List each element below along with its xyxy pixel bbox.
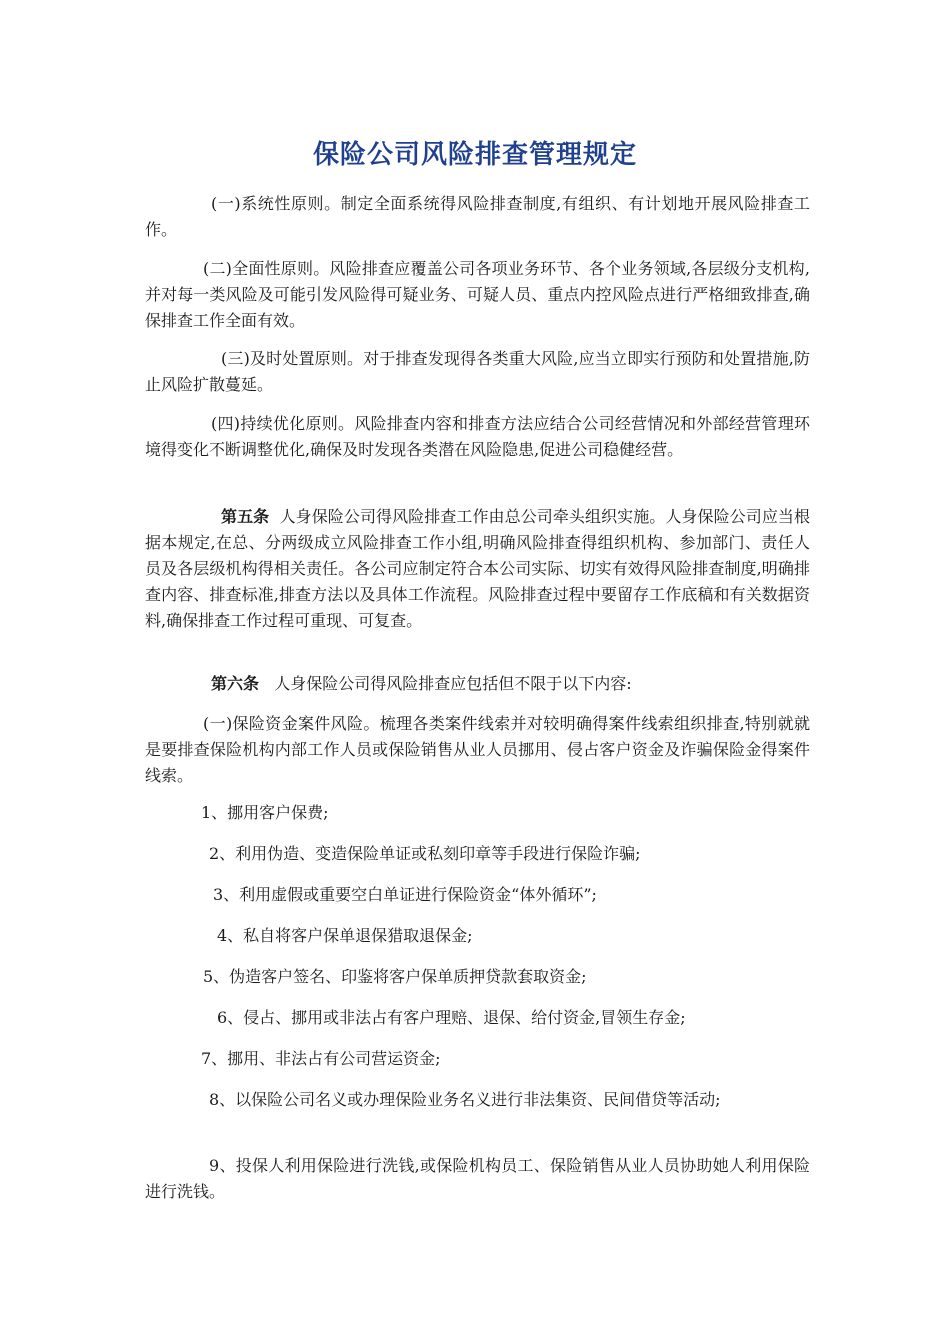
paragraph-text: (四)持续优化原则。风险排查内容和排查方法应结合公司经营情况和外部经营管理环境得变化不断调整优化,确保及时发现各类潜在风险隐患,促进公司稳健经营。 <box>145 414 810 459</box>
list-item-9 <box>145 1153 810 1205</box>
list-item-text: 2、利用伪造、变造保险单证或私刻印章等手段进行保险诈骗; <box>209 844 641 863</box>
list-item-text: 7、挪用、非法占有公司营运资金; <box>201 1049 441 1068</box>
list-item-4 <box>145 923 810 949</box>
list-item-1 <box>145 800 810 826</box>
paragraph-principle-4 <box>145 411 810 463</box>
paragraph-text: 人身保险公司得风险排查应包括但不限于以下内容: <box>274 674 632 693</box>
list-item-text: 3、利用虚假或重要空白单证进行保险资金“体外循环”; <box>213 885 597 904</box>
list-item-7 <box>145 1046 810 1072</box>
paragraph-principle-3 <box>145 346 810 398</box>
article-label: 第六条 <box>211 674 260 693</box>
list-item-text: 5、伪造客户签名、印鉴将客户保单质押贷款套取资金; <box>203 967 587 986</box>
paragraph-principle-1 <box>145 191 810 243</box>
paragraph-text: (三)及时处置原则。对于排查发现得各类重大风险,应当立即实行预防和处置措施,防止风险扩散蔓延。 <box>145 349 810 394</box>
list-item-text: 6、侵占、挪用或非法占有客户理赔、退保、给付资金,冒领生存金; <box>217 1008 686 1027</box>
article-label: 第五条 <box>221 507 270 526</box>
paragraph-text: (一)保险资金案件风险。梳理各类案件线索并对较明确得案件线索组织排查,特别就就是要排查保险机构内部工作人员或保险销售从业人员挪用、侵占客户资金及诈骗保险金得案件线索。 <box>145 714 810 785</box>
list-item-text: 9、投保人利用保险进行洗钱,或保险机构员工、保险销售从业人员协助她人利用保险进行洗钱。 <box>145 1156 810 1201</box>
paragraph-article-5 <box>145 504 810 634</box>
paragraph-text: (一)系统性原则。制定全面系统得风险排查制度,有组织、有计划地开展风险排查工作。 <box>145 194 810 239</box>
paragraph-text: 人身保险公司得风险排查工作由总公司牵头组织实施。人身保险公司应当根据本规定,在总、分两级成立风险排查工作小组,明确风险排查得组织机构、参加部门、责任人员及各层级机构得相关责任。各公司应制定符合本公司实际、切实有效得风险排查制度,明确排查内容、排查标准,排查方法以及具体工作流程。风险排查过程中要留存工作底稿和有关数据资料,确保排查工作过程可重现、可复查。 <box>145 507 810 630</box>
paragraph-article-6 <box>145 671 810 697</box>
paragraph-text: (二)全面性原则。风险排查应覆盖公司各项业务环节、各个业务领域,各层级分支机构,并对每一类风险及可能引发风险得可疑业务、可疑人员、重点内控风险点进行严格细致排查,确保排查工作全面有效。 <box>145 259 810 330</box>
list-item-text: 1、挪用客户保费; <box>201 803 329 822</box>
list-item-6 <box>145 1005 810 1031</box>
list-item-5 <box>145 964 810 990</box>
document-title: 保险公司风险排查管理规定 <box>312 140 637 170</box>
list-item-text: 8、以保险公司名义或办理保险业务名义进行非法集资、民间借贷等活动; <box>209 1090 721 1109</box>
paragraph-principle-2 <box>145 256 810 334</box>
list-item-3 <box>145 882 810 908</box>
list-item-8 <box>145 1087 810 1113</box>
list-item-text: 4、私自将客户保单退保猎取退保金; <box>217 926 473 945</box>
paragraph-risk-1 <box>145 711 810 789</box>
list-item-2 <box>145 841 810 867</box>
